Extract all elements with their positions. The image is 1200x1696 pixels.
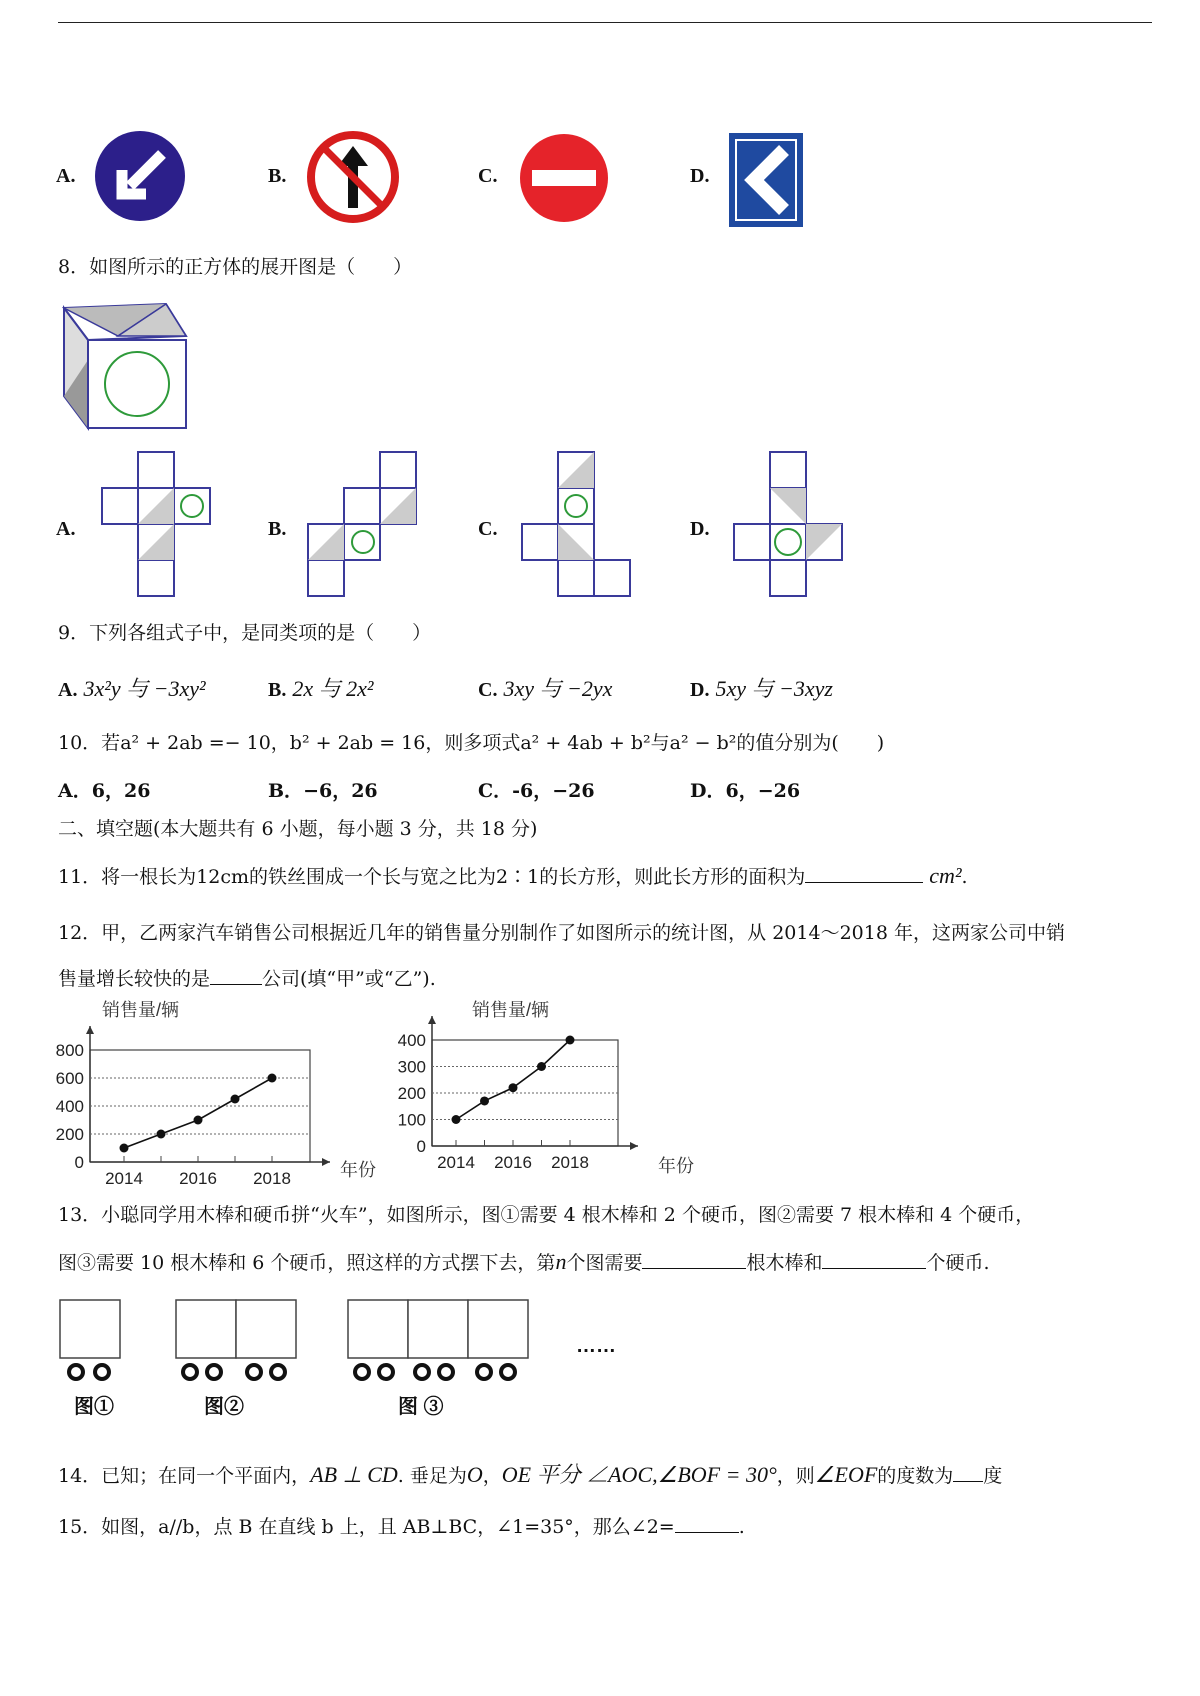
q9-option-a-label: A. <box>58 679 78 701</box>
y-tick-label: 400 <box>397 1031 426 1050</box>
cube-net-d <box>728 450 848 606</box>
q15-answer-blank[interactable] <box>675 1516 739 1533</box>
q14 <box>58 1458 1002 1489</box>
series-line <box>456 1040 570 1120</box>
q10-option-c-text: -6，−26 <box>512 780 595 802</box>
q10-option-b-label: B． <box>268 780 304 802</box>
q15-text: 15．如图，a//b，点 B 在直线 b 上，且 AB⊥BC，∠1=35°，那么∠2= <box>58 1516 675 1538</box>
y-axis-arrow-icon <box>428 1016 436 1024</box>
q9-option-a-text: 3x²y 与 −3xy² <box>83 676 206 701</box>
data-point <box>566 1036 575 1045</box>
y-tick-label: 200 <box>55 1125 84 1144</box>
y-tick-label: 0 <box>416 1137 426 1156</box>
q9-option-b-text: 2x 与 2x² <box>292 676 374 701</box>
q9-option-c-label: C. <box>478 679 498 701</box>
q10-option-a-label: A． <box>58 780 92 802</box>
q14-mid2: ， <box>482 1465 502 1487</box>
x-tick-label: 2014 <box>437 1153 475 1172</box>
fig-2-label: 图② <box>204 1396 244 1418</box>
q11-ratio: 2∶1 <box>496 866 540 888</box>
q8-option-d-label: D. <box>690 518 710 540</box>
fig-3-label: 图 ③ <box>398 1396 444 1418</box>
q9-stem: 9．下列各组式子中，是同类项的是（ ） <box>58 622 432 644</box>
q10-option-a-text: 6，26 <box>91 780 151 802</box>
sign-chevron-left-icon <box>728 132 804 228</box>
y-tick-label: 600 <box>55 1069 84 1088</box>
y-tick-label: 800 <box>55 1041 84 1060</box>
chart-company-a <box>50 996 390 1188</box>
y-tick-label: 300 <box>397 1057 426 1077</box>
cube-net-b <box>306 450 428 606</box>
q7-option-c-label: C. <box>478 165 498 187</box>
y-tick-label: 100 <box>397 1110 426 1130</box>
q10-option-c-label: C． <box>478 780 513 802</box>
q13-n: n <box>555 1249 567 1274</box>
q11-mid: 的铁丝围成一个长与宽之比为 <box>249 866 497 888</box>
chart-company-b <box>397 996 710 1182</box>
q14-mid3: ，则 <box>776 1465 815 1487</box>
sign-left-down-arrow-icon <box>92 128 188 224</box>
chart-b-ylabel: 销售量/辆 <box>472 1000 550 1020</box>
q14-pre: 14．已知；在同一个平面内， <box>58 1465 311 1487</box>
q14-answer-blank[interactable] <box>953 1465 983 1482</box>
q14-post: 的度数为 <box>877 1465 954 1487</box>
q13-line2-d: 个硬币. <box>926 1252 990 1274</box>
y-tick-label: 400 <box>55 1097 84 1116</box>
ellipsis: …… <box>576 1335 616 1357</box>
q10-option-d <box>690 776 800 803</box>
q13-line2-a: 图③需要 10 根木棒和 6 个硬币，照这样的方式摆下去，第 <box>58 1252 556 1274</box>
x-tick-label: 2014 <box>105 1169 143 1188</box>
data-point <box>480 1096 489 1105</box>
data-point <box>157 1130 166 1139</box>
q11-unit: cm² <box>929 863 962 888</box>
q9-options <box>58 672 206 703</box>
series-line <box>124 1078 272 1148</box>
x-tick-label: 2016 <box>179 1169 217 1188</box>
y-tick-label: 0 <box>74 1153 84 1172</box>
q10-option-c <box>478 776 595 803</box>
y-axis-arrow-icon <box>86 1026 94 1034</box>
section-2-heading: 二、填空题(本大题共有 6 小题，每小题 3 分，共 18 分) <box>58 818 538 840</box>
q14-mid: . 垂足为 <box>397 1465 467 1487</box>
q15-end: . <box>738 1516 745 1538</box>
q12-line2 <box>58 964 436 991</box>
cube-figure <box>58 300 192 432</box>
q14-expr-perpendicular: AB ⊥ CD <box>310 1462 398 1487</box>
q11-answer-blank[interactable] <box>805 866 923 883</box>
q10-stem-prefix: 10．若 <box>58 732 121 754</box>
data-point <box>452 1115 461 1124</box>
q9-option-d-text: 5xy 与 −3xyz <box>715 676 833 701</box>
q7-option-d-label: D. <box>690 165 710 187</box>
q8-option-b-label: B. <box>268 518 287 540</box>
x-tick-label: 2018 <box>551 1153 589 1172</box>
q10-option-a <box>58 776 150 803</box>
q11-post: 的长方形，则此长方形的面积为 <box>539 866 806 888</box>
y-tick-label: 200 <box>397 1084 426 1103</box>
q11-length: 12cm <box>196 866 250 888</box>
q13-answer-blank-2[interactable] <box>822 1252 926 1269</box>
train-figures <box>56 1296 656 1426</box>
q8-option-a-label: A. <box>56 518 76 540</box>
chart-a-xlabel: 年份 <box>340 1160 376 1180</box>
q12-line2-a: 售量增长较快的是 <box>58 968 211 990</box>
q10-stem-expr: a² + 2ab =− 10，b² + 2ab = 16，则多项式a² + 4ab + b²与a² − b²的值分别为( ) <box>120 732 885 754</box>
q10-option-b-text: −6，26 <box>303 780 378 802</box>
header-rule <box>58 22 1152 23</box>
q8-stem: 8．如图所示的正方体的展开图是（ ） <box>58 256 413 278</box>
q14-expr-eof: ∠EOF <box>814 1462 878 1487</box>
q13-answer-blank-1[interactable] <box>642 1252 746 1269</box>
x-tick-label: 2016 <box>494 1153 532 1172</box>
q15 <box>58 1512 745 1539</box>
cube-net-c <box>520 450 636 606</box>
q13-line1: 13．小聪同学用木棒和硬币拼“火车”，如图所示，图①需要 4 根木棒和 2 个硬币，图②需要 7 根木棒和 4 个硬币， <box>58 1204 1035 1226</box>
cube-net-a <box>98 450 218 606</box>
q14-end: 度 <box>983 1465 1003 1487</box>
q14-expr-bisect: OE 平分 ∠AOC,∠BOF = 30° <box>501 1462 777 1487</box>
data-point <box>194 1116 203 1125</box>
q11-end: . <box>961 866 968 888</box>
data-point <box>268 1074 277 1083</box>
q9-option-c-text: 3xy 与 −2yx <box>503 676 613 701</box>
q7-option-a-label: A. <box>56 165 76 187</box>
chart-a-ylabel: 销售量/辆 <box>102 1000 180 1020</box>
x-tick-label: 2018 <box>253 1169 291 1188</box>
q10-option-b <box>268 776 378 803</box>
sign-no-straight-icon <box>306 130 400 224</box>
q10-stem <box>58 728 884 755</box>
x-axis-arrow-icon <box>630 1142 638 1150</box>
x-axis-arrow-icon <box>322 1158 330 1166</box>
sign-no-entry-icon <box>516 130 612 226</box>
q9-option-d-label: D. <box>690 679 710 701</box>
fig-1-label: 图① <box>74 1396 114 1418</box>
q14-point-o: O <box>466 1462 483 1487</box>
q12-line2-b: 公司(填“甲”或“乙”). <box>262 968 436 990</box>
chart-b-xlabel: 年份 <box>658 1156 694 1176</box>
data-point <box>509 1083 518 1092</box>
data-point <box>537 1062 546 1071</box>
q11 <box>58 862 968 889</box>
q9-option-b-label: B. <box>268 679 287 701</box>
q9-option-d <box>690 672 833 703</box>
q10-option-d-label: D． <box>690 780 726 802</box>
q12-line1: 12．甲，乙两家汽车销售公司根据近几年的销售量分别制作了如图所示的统计图，从 2014～2018 年，这两家公司中销 <box>58 922 1065 944</box>
data-point <box>231 1095 240 1104</box>
q11-pre: 11．将一根长为 <box>58 866 197 888</box>
q13-line2-c: 根木棒和 <box>746 1252 823 1274</box>
q9-option-b <box>268 672 374 703</box>
q13-line2 <box>58 1248 990 1275</box>
q8-option-c-label: C. <box>478 518 498 540</box>
data-point <box>120 1144 129 1153</box>
q10-option-d-text: 6，−26 <box>725 780 801 802</box>
q7-option-b-label: B. <box>268 165 287 187</box>
q13-line2-b: 个图需要 <box>566 1252 643 1274</box>
q9-option-c <box>478 672 612 703</box>
q12-answer-blank[interactable] <box>210 968 262 985</box>
